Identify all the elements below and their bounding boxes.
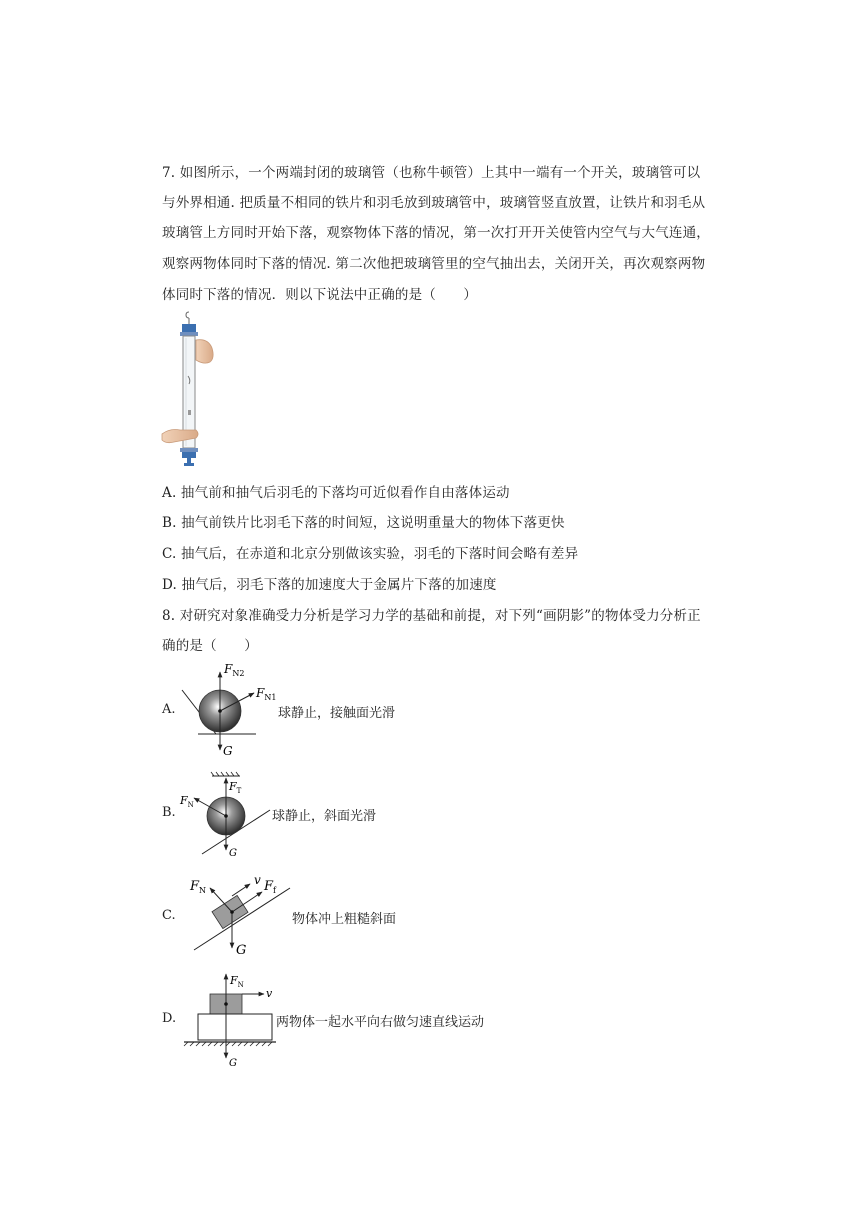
q7-line-5: 体同时下落的情况．则以下说法中正确的是（ ）	[162, 287, 478, 303]
force-label-g: G	[229, 848, 237, 859]
force-symbol: F	[264, 879, 274, 894]
q7-option-d: D. 抽气后，羽毛下落的加速度大于金属片下落的加速度	[162, 577, 497, 593]
force-label-g: G	[223, 744, 233, 758]
q7-option-b: B. 抽气前铁片比羽毛下落的时间短，这说明重量大的物体下落更快	[162, 515, 565, 531]
velocity-label: v	[266, 987, 273, 1000]
force-symbol: F	[230, 974, 238, 987]
q7-option-a: A. 抽气前和抽气后羽毛的下落均可近似看作自由落体运动	[162, 485, 510, 501]
q8-option-d-label: D.	[162, 1011, 177, 1026]
force-symbol: F	[256, 686, 265, 700]
force-label-g: G	[236, 943, 247, 958]
svg-text:FT	[228, 780, 242, 795]
force-subscript: N	[199, 886, 207, 895]
force-subscript: T	[236, 787, 242, 795]
force-subscript: N1	[264, 693, 277, 702]
shaded-block-c	[212, 895, 248, 928]
force-subscript: N	[187, 801, 194, 809]
velocity-label: v	[254, 873, 261, 887]
force-symbol: F	[229, 780, 237, 793]
force-subscript: f	[273, 886, 276, 895]
q8-option-a-caption: 球静止，接触面光滑	[278, 706, 396, 721]
svg-text:FN	[179, 794, 194, 809]
force-symbol: F	[180, 794, 188, 807]
svg-text:FN	[229, 974, 244, 989]
svg-text:FN	[189, 879, 206, 895]
q8-figure-a	[178, 660, 278, 760]
q7-line-3: 玻璃管上方同时开始下落，观察物体下落的情况，第一次打开开关使管内空气与大气连通，	[162, 225, 710, 241]
q8-option-a-label: A.	[162, 702, 176, 717]
q7-line-2: 与外界相通. 把质量不相同的铁片和羽毛放到玻璃管中，玻璃管竖直放置，让铁片和羽毛从	[162, 195, 706, 211]
q7-line-4: 观察两物体同时下落的情况. 第二次他把玻璃管里的空气抽出去，关闭开关，再次观察两物	[162, 256, 706, 272]
force-label-g: G	[229, 1058, 237, 1069]
q7-line-1: 7. 如图所示，一个两端封闭的玻璃管（也称牛顿管）上其中一端有一个开关，玻璃管可以	[162, 165, 701, 181]
svg-text:FN1	[255, 686, 276, 702]
q8-figure-c	[186, 870, 296, 960]
q8-option-c-label: C.	[162, 908, 176, 923]
force-symbol: F	[224, 662, 233, 676]
q8-option-d-caption: 两物体一起水平向右做匀速直线运动	[276, 1015, 485, 1030]
force-subscript: N	[237, 981, 244, 989]
q8-figure-b	[178, 762, 278, 862]
q8-figure-d	[180, 966, 290, 1069]
lower-block-d	[198, 1014, 272, 1040]
svg-text:Ff	[263, 879, 277, 895]
q8-option-c-caption: 物体冲上粗糙斜面	[292, 912, 397, 927]
force-subscript: N2	[232, 669, 245, 678]
q8-line-2: 确的是（ ）	[162, 638, 258, 654]
q8-line-1: 8. 对研究对象准确受力分析是学习力学的基础和前提，对下列“画阴影”的物体受力分析正	[162, 608, 701, 624]
q7-option-c: C. 抽气后，在赤道和北京分别做该实验，羽毛的下落时间会略有差异	[162, 546, 579, 562]
newton-tube-figure	[160, 310, 220, 470]
q8-option-b-label: B.	[162, 805, 176, 820]
svg-text:FN2	[223, 662, 244, 678]
force-symbol: F	[190, 879, 200, 894]
q8-option-b-caption: 球静止，斜面光滑	[272, 809, 377, 824]
